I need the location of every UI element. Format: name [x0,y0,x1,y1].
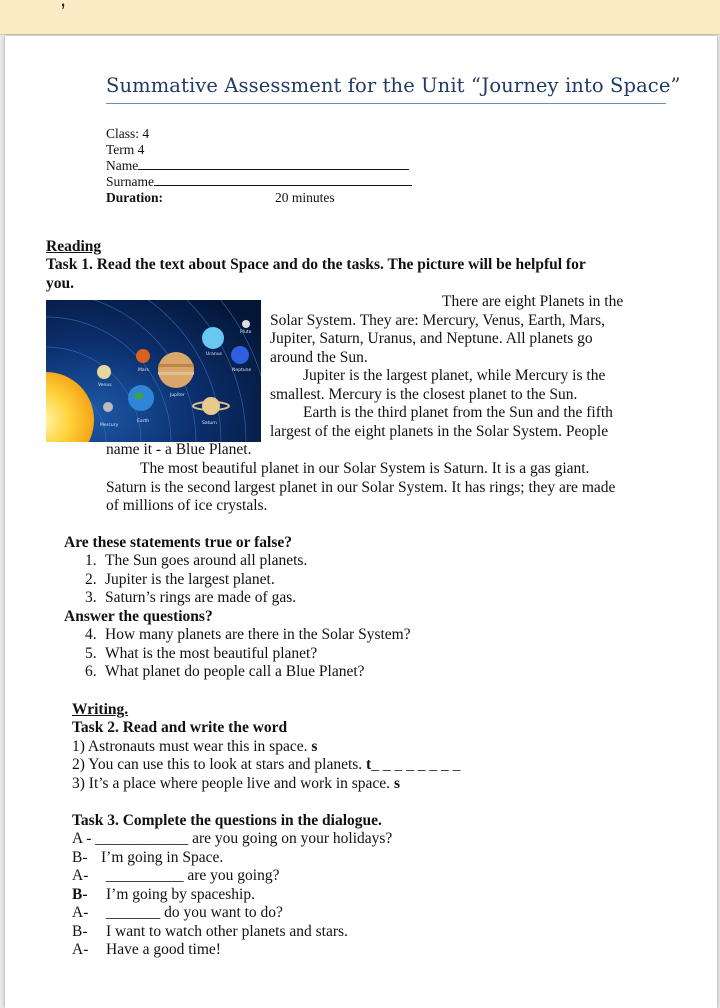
list-item [72,775,400,793]
duration-label: Duration: [106,190,163,205]
dialogue-line [72,941,221,959]
item-text: 1) Astronauts must wear this in space. [72,738,312,755]
answer-blank: __________ [106,867,184,884]
dialogue-text: Have a good time! [106,941,221,958]
dialogue-line [72,867,279,885]
first-letter-hint: s [393,775,400,792]
dialogue-line [72,904,283,922]
top-toolbar-strip [0,0,720,35]
list-item [85,589,296,607]
item-text: What planet do people call a Blue Planet? [105,663,365,680]
item-text: Saturn’s rings are made of gas. [105,589,297,606]
speaker: A - [72,830,92,847]
name-line [106,158,409,174]
true-false-heading: Are these statements true or false? [64,534,292,551]
dialogue-line [72,849,223,867]
label-neptune: Neptune [232,368,252,373]
item-text: 3) It’s a place where people live and work in space. [72,775,394,792]
list-item [85,645,317,663]
task1-instruction-cont: you. [46,275,74,292]
answer-blank: ____________ [95,830,189,847]
reading-text-line: The most beautiful planet in our Solar System is Saturn. It is a gas giant. [140,460,590,477]
label-saturn: Saturn [202,421,217,426]
reading-text-line: Jupiter is the largest planet, while Mercury is the [303,367,606,384]
list-item [85,663,365,681]
label-jupiter: Jupiter [170,393,185,398]
item-number: 1. [85,552,97,569]
cut-off-header-text [60,0,66,12]
answer-blank: _ _ _ _ _ _ _ _ [371,756,461,773]
label-mars: Mars [138,368,149,373]
answer-blank: _______ [106,904,161,921]
label-pluto: Pluto [240,330,252,335]
solar-system-picture [46,300,261,442]
term-line: Term 4 [106,142,145,157]
reading-text-line: largest of the eight planets in the Solar System. People [270,423,609,440]
reading-text-line: Jupiter, Saturn, Uranus, and Neptune. All planets go [270,330,593,347]
label-venus: Venus [98,383,112,388]
document-page [5,36,717,1008]
reading-text-line: Solar System. They are: Mercury, Venus, Earth, Mars, [270,312,606,329]
label-earth: Earth [137,419,150,424]
item-number: 2. [85,571,97,588]
surname-label: Surname [106,174,154,189]
label-mercury: Mercury [100,423,119,428]
surname-blank [154,174,412,186]
dialogue-text: are you going on your holidays? [188,830,393,847]
reading-heading: Reading [46,238,102,255]
duration-value: 20 minutes [275,190,335,205]
dialogue-text: I’m going by spaceship. [106,886,255,903]
item-text: 2) You can use this to look at stars and planets. [72,756,367,773]
list-item [85,552,307,570]
reading-text-line: of millions of ice crystals. [106,497,268,514]
item-number: 6. [85,663,97,680]
item-number: 4. [85,626,97,643]
speaker: B- [72,923,88,940]
name-blank [138,158,409,170]
reading-text-line: Saturn is the second largest planet in our Solar System. It has rings; they are made [106,479,616,496]
first-letter-hint: s [311,738,318,755]
questions-heading: Answer the questions? [64,608,213,625]
reading-text-line: There are eight Planets in the [442,293,624,310]
reading-text-line: Earth is the third planet from the Sun and the fifth [303,404,613,421]
list-item [85,626,411,644]
reading-text-line: smallest. Mercury is the closest planet to the Sun. [270,386,578,403]
dialogue-text: do you want to do? [160,904,283,921]
title-underline [106,103,666,104]
item-text: What is the most beautiful planet? [105,645,318,662]
name-label: Name [106,158,139,173]
task2-instruction: Task 2. Read and write the word [72,719,288,736]
first-letter-hint: t [366,756,372,773]
item-text: How many planets are there in the Solar System? [105,626,411,643]
label-uranus: Uranus [206,352,222,357]
dialogue-text: are you going? [183,867,280,884]
item-number: 3. [85,589,97,606]
item-text: The Sun goes around all planets. [105,552,308,569]
document-title: Summative Assessment for the Unit “Journey into Space” [106,74,681,97]
list-item [85,571,275,589]
dialogue-line [72,923,348,941]
speaker: B- [72,886,88,903]
dialogue-text: I’m going in Space. [101,849,224,866]
speaker: A- [72,941,89,958]
task1-instruction: Task 1. Read the text about Space and do the tasks. The picture will be helpful for [46,256,586,273]
task3-instruction: Task 3. Complete the questions in the dialogue. [72,812,382,829]
list-item [72,738,317,756]
writing-heading: Writing. [72,701,129,718]
reading-text-line: around the Sun. [270,349,368,366]
dialogue-text: I want to watch other planets and stars. [106,923,348,940]
reading-text-line: name it - a Blue Planet. [106,441,252,458]
speaker: B- [72,849,88,866]
dialogue-line [72,830,392,848]
item-text: Jupiter is the largest planet. [105,571,275,588]
dialogue-line [72,886,255,904]
class-line: Class: 4 [106,126,150,141]
speaker: A- [72,867,89,884]
item-number: 5. [85,645,97,662]
list-item [72,756,460,774]
surname-line [106,174,412,190]
speaker: A- [72,904,89,921]
